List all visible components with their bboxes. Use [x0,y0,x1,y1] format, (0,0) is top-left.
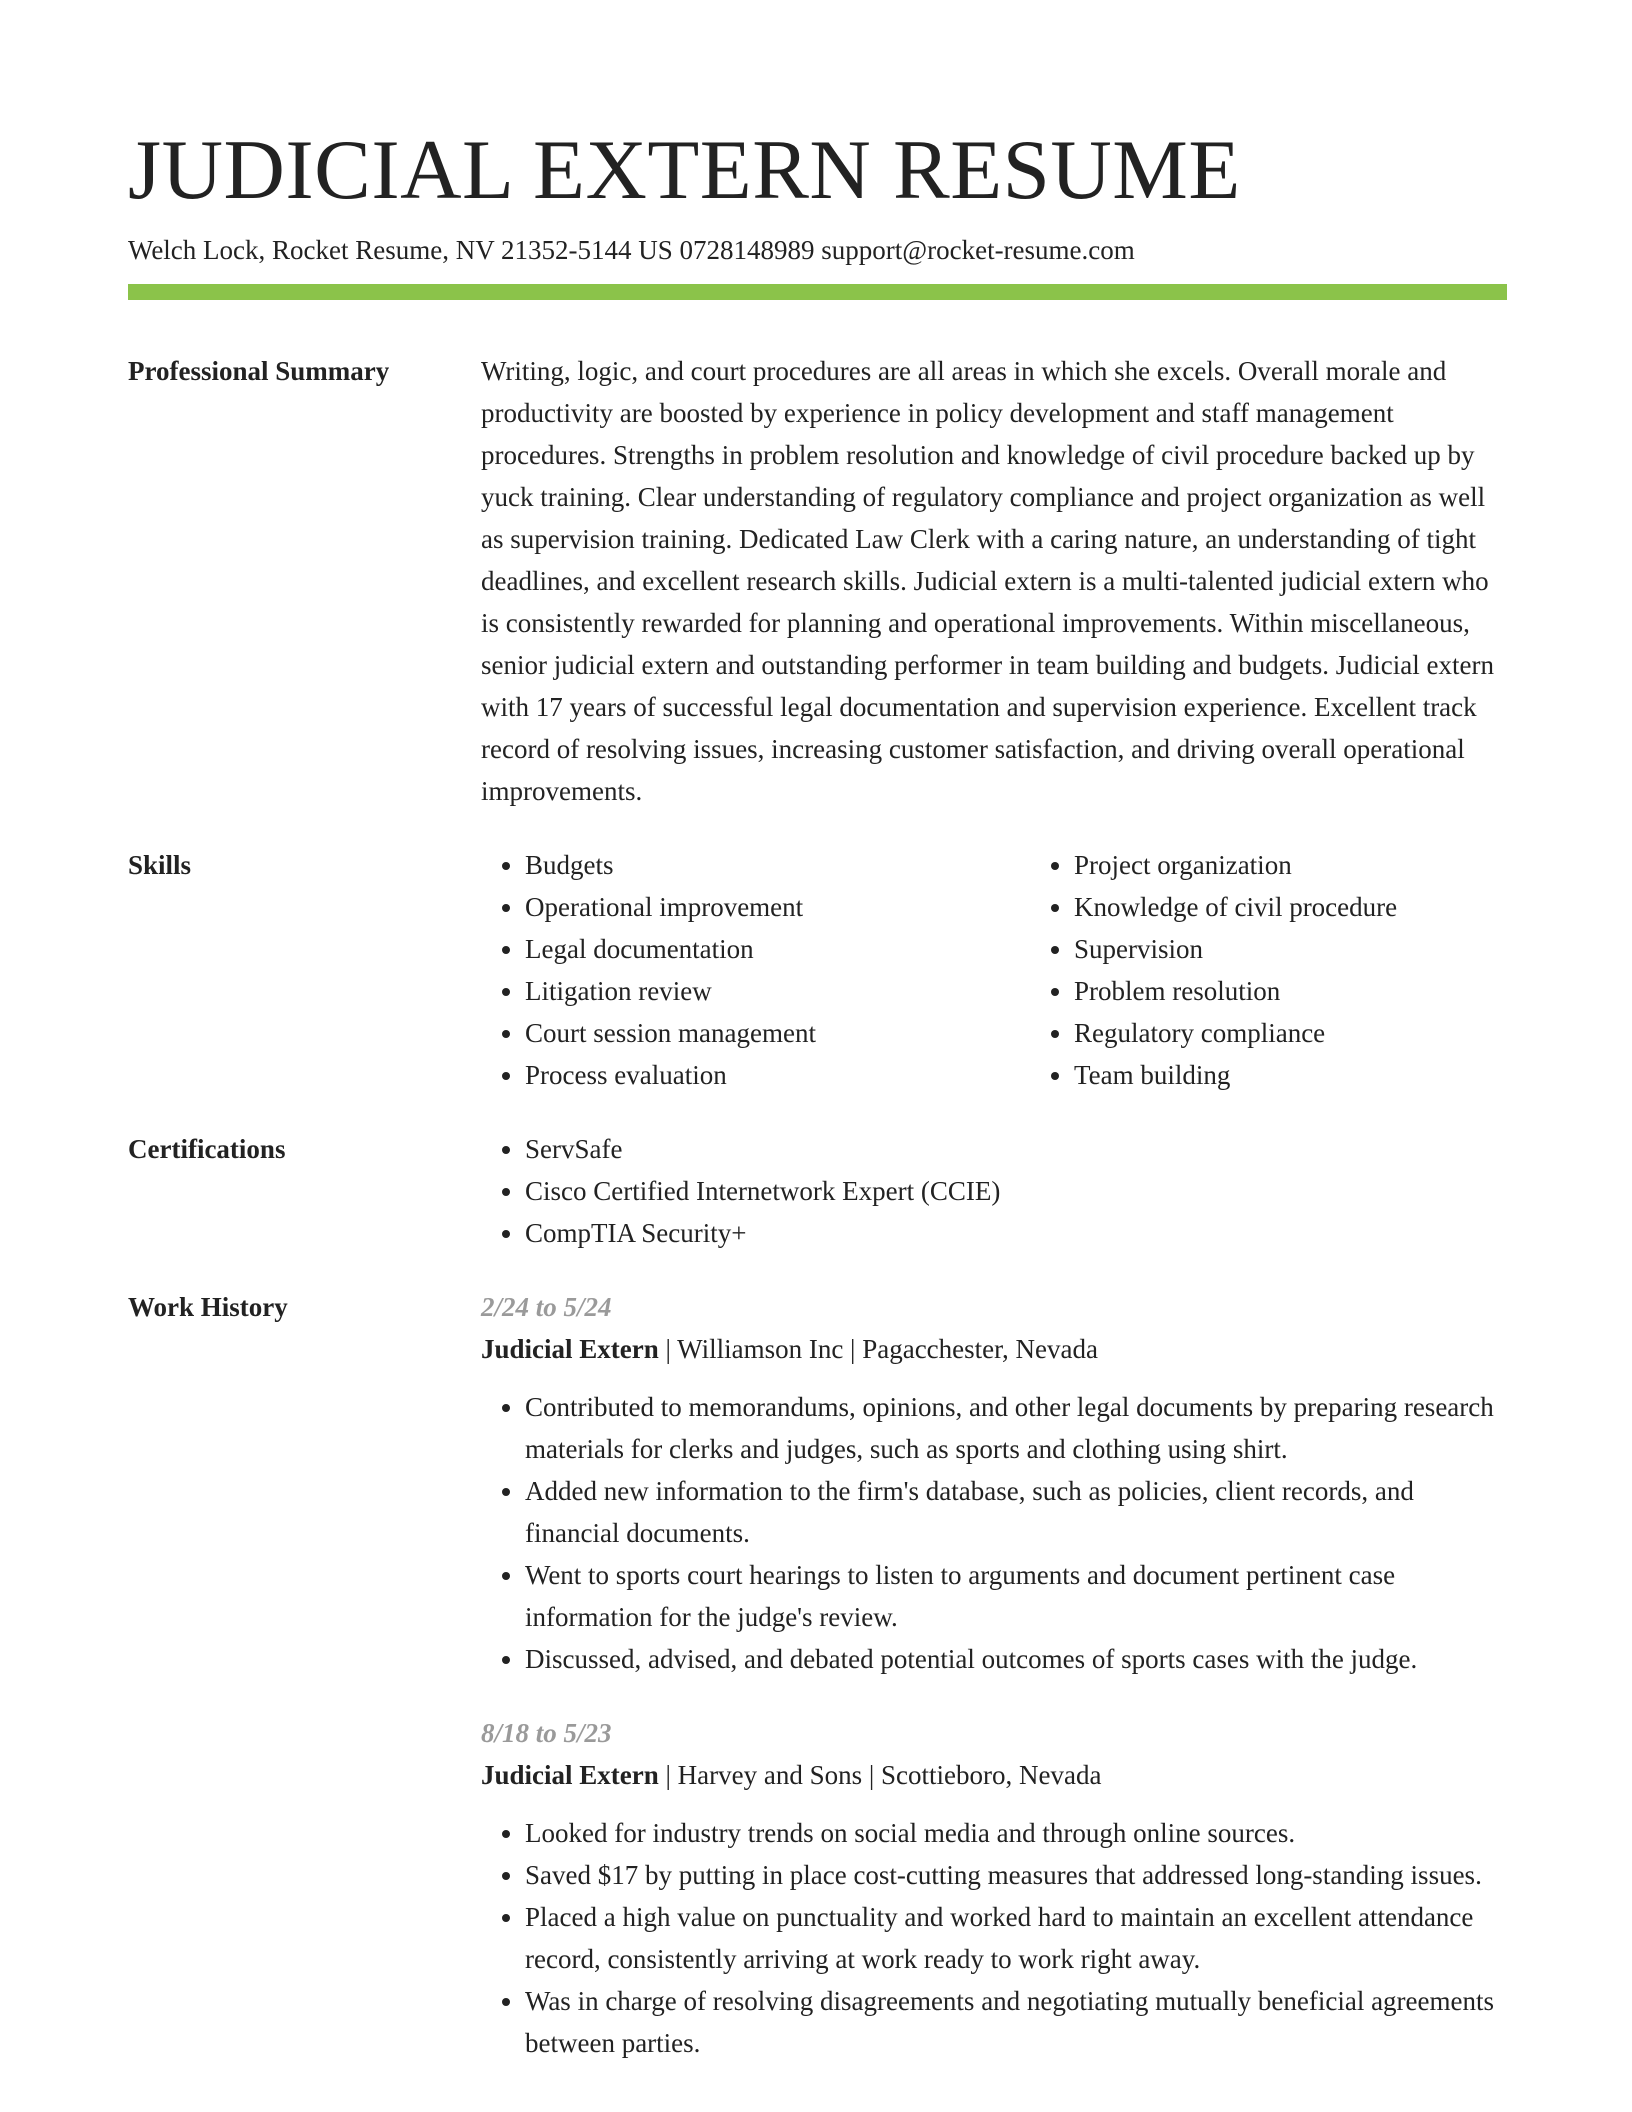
skill-item: • Process evaluation [525,1054,1030,1096]
skill-item: • Team building [1074,1054,1579,1096]
job-dates: 8/18 to 5/23 [481,1718,612,1748]
skill-item: • Project organization [1074,844,1579,886]
skill-item: • Supervision [1074,928,1579,970]
resume-title: JUDICIAL EXTERN RESUME [128,123,1241,217]
summary-section [128,350,1507,812]
resume-page [128,0,1507,2064]
certification-item: • Cisco Certified Internetwork Expert (CCIE) [525,1170,1507,1212]
job-header [481,1754,1507,1796]
job-entry [481,1712,1507,2064]
job-bullet: • Was in charge of resolving disagreements and negotiating mutually beneficial agreements between parties. [525,1980,1507,2064]
job-bullet: • Contributed to memorandums, opinions, and other legal documents by preparing research materials for clerks and judges, such as sports and clothing using shirt. [525,1386,1507,1470]
job-details: | Williamson Inc | Pagacchester, Nevada [658,1334,1099,1364]
skill-item: • Operational improvement [525,886,1030,928]
job-header [481,1328,1507,1370]
job-bullet: • Saved $17 by putting in place cost-cutting measures that addressed long-standing issues. [525,1854,1507,1896]
skills-column-right [1030,844,1579,1096]
job-bullets [481,1812,1507,2064]
summary-heading: Professional Summary [128,356,390,386]
certifications-heading: Certifications [128,1134,286,1164]
skill-item: • Legal documentation [525,928,1030,970]
skill-item: • Problem resolution [1074,970,1579,1012]
work-history-heading: Work History [128,1292,288,1322]
skill-item: • Budgets [525,844,1030,886]
accent-divider [128,284,1507,300]
skill-item: • Knowledge of civil procedure [1074,886,1579,928]
certifications-list [481,1128,1507,1254]
job-dates: 2/24 to 5/24 [481,1292,612,1322]
job-bullet: • Placed a high value on punctuality and worked hard to maintain an excellent attendance record, consistently arriving at work ready to work right away. [525,1896,1507,1980]
job-details: | Harvey and Sons | Scottieboro, Nevada [658,1760,1102,1790]
job-bullets [481,1386,1507,1680]
job-bullet: • Went to sports court hearings to listen to arguments and document pertinent case information for the judge's review. [525,1554,1507,1638]
job-bullet: • Discussed, advised, and debated potential outcomes of sports cases with the judge. [525,1638,1507,1680]
skill-item: • Regulatory compliance [1074,1012,1579,1054]
job-bullet: • Added new information to the firm's database, such as policies, client records, and financial documents. [525,1470,1507,1554]
work-history-section [128,1286,1507,2064]
job-entry [481,1286,1507,1680]
skill-item: • Litigation review [525,970,1030,1012]
skills-list [481,844,1579,1096]
certification-item: • ServSafe [525,1128,1507,1170]
certifications-section [128,1128,1507,1254]
job-title: Judicial Extern [481,1334,659,1364]
skills-column-left [481,844,1030,1096]
job-title: Judicial Extern [481,1760,659,1790]
skills-section [128,844,1507,1096]
work-history-body [481,1286,1507,2064]
job-bullet: • Looked for industry trends on social media and through online sources. [525,1812,1507,1854]
contact-line: Welch Lock, Rocket Resume, NV 21352-5144 US 0728148989 support@rocket-resume.com [128,235,1135,265]
certification-item: • CompTIA Security+ [525,1212,1507,1254]
certifications-body [481,1128,1507,1254]
skills-heading: Skills [128,850,192,880]
skill-item: • Court session management [525,1012,1030,1054]
summary-text: Writing, logic, and court procedures are all areas in which she excels. Overall morale and productivity are boosted by experience in policy development and staff management procedures. Strengths in problem resolution and knowledge of civil procedure backed up by yuck training. Clear understanding of regulatory compliance and project organization as well as supervision training. Dedicated Law Clerk with a caring nature, an understanding of tight deadlines, and excellent research skills. Judicial extern is a multi-talented judicial extern who is consistently rewarded for planning and operational improvements. Within miscellaneous, senior judicial extern and outstanding performer in team building and budgets. Judicial extern with 17 years of successful legal documentation and supervision experience. Excellent track record of resolving issues, increasing customer satisfaction, and driving overall operational improvements. [481,356,1494,806]
